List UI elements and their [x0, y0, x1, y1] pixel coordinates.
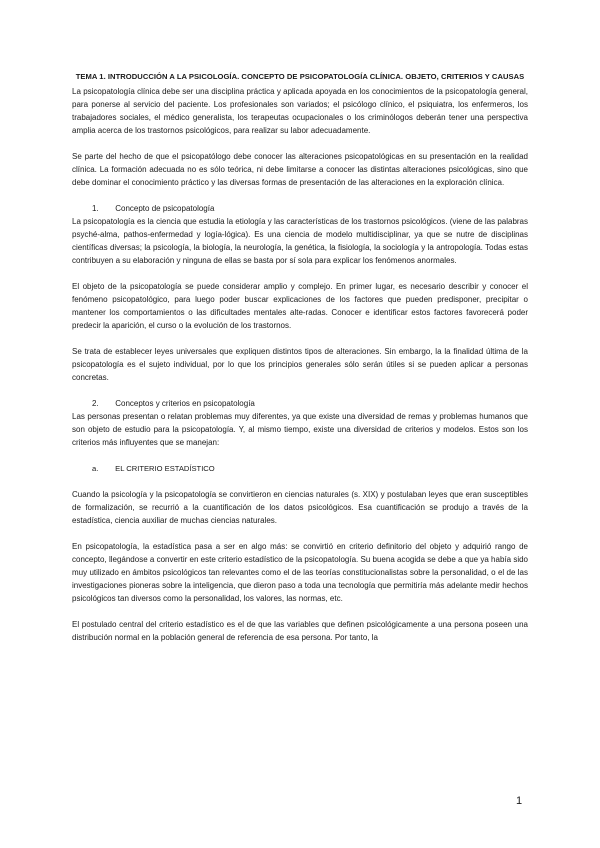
subsection-a-heading	[72, 462, 528, 475]
section-1-number: 1.	[92, 204, 99, 213]
document-page	[72, 71, 528, 644]
section-1-paragraph-1: La psicopatología es la ciencia que estudia la etiología y las características de los trastornos psicológicos. (viene de las palabras psyché-alma, pathos-enfermedad y logía-lógica). Es una ciencia de modelo multidisciplinar, ya que se nutre de disciplinas científicas diversas; la psicología, la biología, la neurología, la genética, la fisiología, la sociología y la antropología. Todas estas contribuyen a su elaboración y ninguna de ellas se basta por sí sola para explicar los fenómenos anormales.	[72, 217, 528, 265]
section-2-heading	[72, 397, 528, 410]
subsection-a-paragraph-3: El postulado central del criterio estadístico es el de que las variables que definen psicológicamente a una persona poseen una distribución normal en la población general de referencia de esa persona. Por tanto, la	[72, 620, 528, 642]
section-1-paragraph-3: Se trata de establecer leyes universales que expliquen distintos tipos de alteraciones. Sin embargo, la la finalidad última de la psicopatología es el sujeto individual, por lo que los principios generales sólo serán útiles si se pueden aplicar a personas concretas.	[72, 347, 528, 382]
section-2-number: 2.	[92, 399, 99, 408]
subsection-a-letter: a.	[92, 464, 99, 473]
intro-paragraph-1: La psicopatología clínica debe ser una disciplina práctica y aplicada apoyada en los conocimientos de la psicopatología general, para ponerse al servicio del paciente. Los profesionales son variados; el psicólogo clínico, el psiquiatra, los enfermeros, los trabajadores sociales, el médico generalista, los terapeutas ocupacionales o los criminólogos deberán tener una perspectiva amplia acerca de los trastornos psicológicos, para realizar su labor adecuadamente.	[72, 87, 528, 135]
subsection-a-paragraph-2: En psicopatología, la estadística pasa a ser en algo más: se convirtió en criterio definitorio del objeto y adquirió rango de concepto, llegándose a convertir en este criterio estadístico de la psicopatología. Su buena acogida se debe a que ya había sido muy utilizado en ámbitos psicológicos tan relevantes como el de las teorías constitucionalistas sobre la personalidad, o el de las investigaciones pioneras sobre la inteligencia, que dieron paso a toda una tecnología que permitiría más adelante medir hechos psicológicos tan diversos como la personalidad, los valores, las normas, etc.	[72, 542, 528, 603]
section-1-paragraph-2: El objeto de la psicopatología se puede considerar amplio y complejo. En primer lugar, es necesario describir y conocer el fenómeno psicopatológico, para luego poder buscar explicaciones de los factores que pueden predisponer, precipitar o mantener los comportamientos o las dificultades mentales alte-radas. Conocer e identificar estos factores favorecerá poder predecir la aparición, el curso o la evolución de los trastornos.	[72, 282, 528, 330]
page-number: 1	[516, 795, 523, 807]
section-2-title: Conceptos y criterios en psicopatología	[115, 399, 255, 408]
section-1-heading	[72, 202, 528, 215]
document-title: TEMA 1. INTRODUCCIÓN A LA PSICOLOGÍA. CONCEPTO DE PSICOPATOLOGÍA CLÍNICA. OBJETO, CRITERIOS Y CAUSAS	[75, 72, 525, 81]
section-2-paragraph-1: Las personas presentan o relatan problemas muy diferentes, ya que existe una diversidad de remas y problemas humanos que son objeto de estudio para la psicopatología. Y, al mismo tiempo, existe una diversidad de criterios y modelos. Estos son los criterios más influyentes que se manejan:	[72, 412, 528, 447]
intro-paragraph-2: Se parte del hecho de que el psicopatólogo debe conocer las alteraciones psicopatológicas en su presentación en la realidad clínica. La formación adecuada no es sólo teórica, ni debe limitarse a conocer las distintas alteraciones psicológicas, sino que debe dominar el conocimiento práctico y las diversas formas de presentación de las alteraciones en la exploración clínica.	[72, 152, 528, 187]
subsection-a-paragraph-1: Cuando la psicología y la psicopatología se convirtieron en ciencias naturales (s. XIX) y postulaban leyes que eran susceptibles de formalización, se recurrió a la cuantificación de los datos psicológicos. Esa cuantificación se produjo a través de la estadística, ciencia auxiliar de muchas ciencias naturales.	[72, 490, 528, 525]
section-1-title: Concepto de psicopatología	[115, 204, 215, 213]
subsection-a-title: EL CRITERIO ESTADÍSTICO	[115, 464, 215, 473]
